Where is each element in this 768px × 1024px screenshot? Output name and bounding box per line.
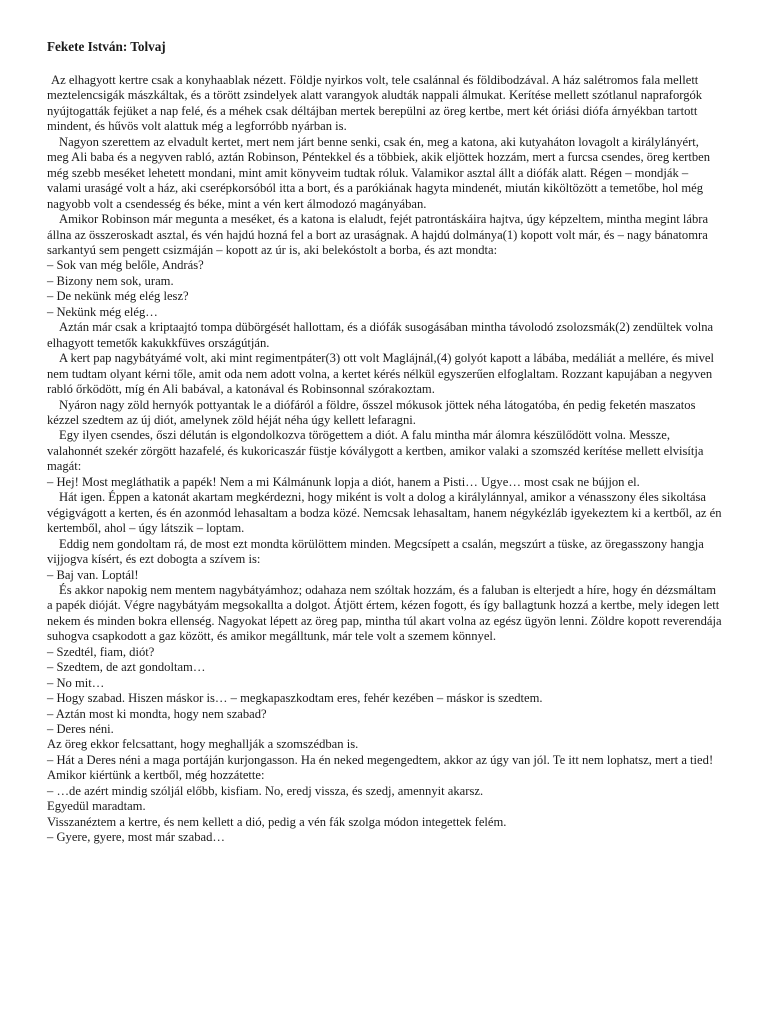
paragraph: Aztán már csak a kriptaajtó tompa dübörgését hallottam, és a diófák susogásában mintha távolodó zsolozsmák(2) zendültek volna elhagyott temetők kakukkfüves országútján.	[47, 320, 714, 350]
document-page	[47, 38, 722, 846]
paragraph: – Nekünk még elég…	[47, 304, 158, 319]
paragraph: Nyáron nagy zöld hernyók pottyantak le a diófáról a földre, ősszel mókusok jöttek néha látogatóba, én pedig feketén maszatos kézzel szedtem az új diót, amelynek zöld héját néha úgy kellett lefaragni.	[47, 397, 696, 427]
paragraph: – Hát a Deres néni a maga portáján kurjongasson. Ha én neked megengedtem, akkor az úgy van jól. Te itt nem lophatsz, mert a tied!	[47, 752, 714, 767]
paragraph: – Hej! Most megláthatik a papék! Nem a mi Kálmánunk lopja a diót, hanem a Pisti… Ugye… most csak ne bújjon el.	[47, 474, 640, 489]
paragraph: Nagyon szerettem az elvadult kertet, mert nem járt benne senki, csak én, meg a katona, aki kutyaháton lovagolt a királylányért, meg Ali baba és a negyven rabló, aztán Robinson, Péntekkel és a többiek, akik eljöttek hozzám, mert a furcsa csendes, öreg kertben még szebb meséket lehetett mondani, mint amit könyveim tudtak róluk. Valamikor asztal állt a diófák alatt. Régen – mondják – valami uraságé volt a ház, aki cserépkorsóból itta a bort, és a parókiának hagyta mindenét, miután kiköltözött a temetőbe, hol még nagyobb volt a csendesség és béke, mint a vén kert álmodozó magányában.	[47, 134, 711, 211]
paragraph: – Bizony nem sok, uram.	[47, 273, 174, 288]
paragraph: Amikor kiértünk a kertből, még hozzátette:	[47, 768, 265, 783]
paragraph: A kert pap nagybátyámé volt, aki mint regimentpáter(3) ott volt Maglájnál,(4) golyót kapott a lábába, medáliát a mellére, és mivel nem tudtam olyant kérni tőle, amit oda nem adott volna, a kertet kérés nélkül egyszerűen elfoglaltam. Rozzant kapujában a negyven rabló őrködött, míg én Ali babával, a katonával és Robinsonnal szórakoztam.	[47, 351, 715, 397]
paragraph: Amikor Robinson már megunta a meséket, és a katona is elaludt, fejét patrontáskáira hajtva, úgy képzeltem, mintha megint lábra állna az összeroskadt asztal, és vén hajdú hozná fel a bort az uraságnak. A hajdú dolmánya(1) kopott volt már, és – nagy bánatomra sarkantyú sem pengett csizmáján – kopott az úr is, aki belekóstolt a borba, és azt mondta:	[47, 212, 709, 257]
paragraph: Egyedül maradtam.	[47, 799, 146, 814]
document-title: Fekete István: Tolvaj	[47, 39, 166, 54]
paragraph: Visszanéztem a kertre, és nem kellett a dió, pedig a vén fák szolga módon integettek felém.	[47, 814, 507, 829]
paragraph: – Aztán most ki mondta, hogy nem szabad?	[47, 706, 267, 721]
paragraph: – …de azért mindig szóljál előbb, kisfiam. No, eredj vissza, és szedj, amennyit akarsz.	[47, 783, 484, 798]
paragraph: – Gyere, gyere, most már szabad…	[47, 830, 225, 845]
paragraph: – Baj van. Loptál!	[47, 567, 139, 582]
paragraph: Az öreg ekkor felcsattant, hogy meghallják a szomszédban is.	[47, 737, 359, 752]
paragraph: – No mit…	[47, 675, 105, 690]
paragraph: Hát igen. Éppen a katonát akartam megkérdezni, hogy miként is volt a dolog a királylánnyal, amikor a vénasszony éles sikoltása végigvágott a kerten, és én azonmód lehasaltam a bodza közé. Nemcsak lehasaltam, hanem négykézláb igyekeztem ki a kertből, az én kertemből, ahol – úgy látszik – loptam.	[47, 490, 722, 536]
paragraph: És akkor napokig nem mentem nagybátyámhoz; odahaza nem szóltak hozzám, és a faluban is elterjedt a híre, hogy én dézsmáltam a papék dióját. Végre nagybátyám megsokallta a dolgot. Átjött értem, kézen fogott, és így ballagtunk hozzá a kertbe, mely idegen lett nekem és minden bokra ellenség. Nagyokat lépett az öreg pap, mintha túl akart volna az egész ügyön lenni. Zöldre kopott reverendája suhogva csapkodott a gaz között, és amikor megálltunk, már tele volt a szemem könnyel.	[47, 582, 722, 644]
paragraph: – Hogy szabad. Hiszen máskor is… – megkapaszkodtam eres, fehér kezében – máskor is szedtem.	[47, 691, 543, 706]
paragraph: – Deres néni.	[47, 722, 114, 737]
paragraph: Egy ilyen csendes, őszi délután is elgondolkozva törögettem a diót. A falu mintha már álomra készülődött volna. Messze, valahonnét szekér zörgött hazafelé, és kukoricaszár füstje kóválygott a kertben, amikor valaki a szomszéd kerítése mellett elvisítja magát:	[47, 428, 704, 474]
document-body	[47, 73, 722, 846]
paragraph: – De nekünk még elég lesz?	[47, 289, 189, 304]
paragraph: Az elhagyott kertre csak a konyhaablak nézett. Földje nyirkos volt, tele csalánnal és földibodzával. A ház salétromos fala mellett meztelencsigák mászkáltak, és a törött zsindelyek alatt varangyok aludták nappali álmukat. Kerítése mellett szótlanul napraforgók nyújtogatták fejüket a nap felé, és a méhek csak déltájban mertek berepülni az öreg kertbe, mert két óriási diófa árnyékban tartott mindent, és hűvös volt alattuk még a legforróbb nyárban is.	[47, 73, 703, 134]
paragraph: – Szedtem, de azt gondoltam…	[47, 660, 206, 675]
paragraph: – Szedtél, fiam, diót?	[47, 644, 155, 659]
paragraph: – Sok van még belőle, András?	[47, 258, 204, 273]
paragraph: Eddig nem gondoltam rá, de most ezt mondta körülöttem minden. Megcsípett a csalán, megszúrt a tüske, az öregasszony hangja vijjogva kísért, és ezt dobogta a szívem is:	[47, 536, 704, 567]
